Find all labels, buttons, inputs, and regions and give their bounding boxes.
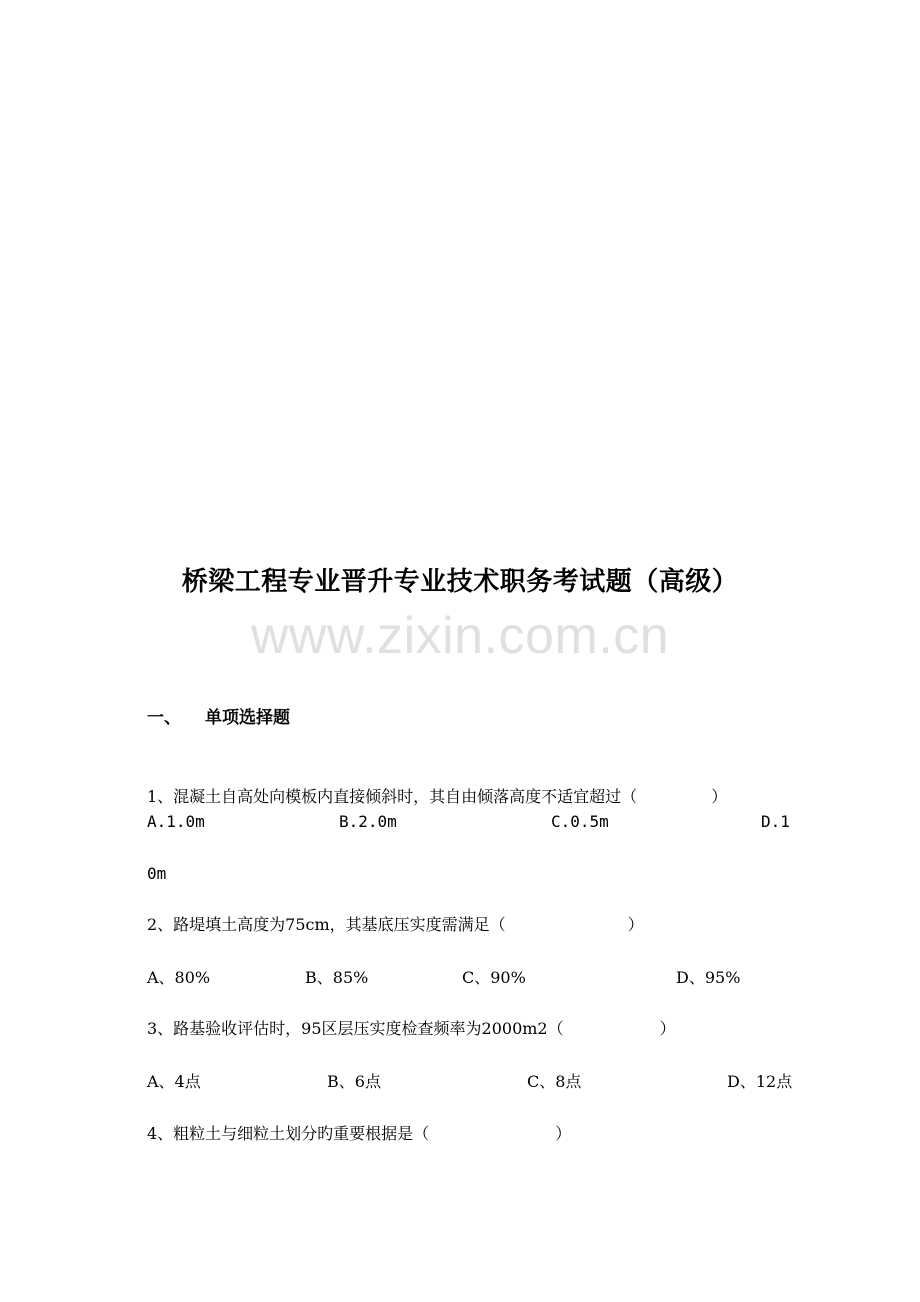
- option-c: C、8点: [527, 1072, 582, 1091]
- watermark: www.zixin.com.cn: [250, 607, 670, 665]
- option-d: D.1: [761, 812, 790, 831]
- option-a: A、80%: [147, 968, 211, 987]
- option-a: A、4点: [147, 1072, 201, 1091]
- question-2: [147, 912, 644, 938]
- section-title: 单项选择题: [205, 708, 290, 728]
- question-text: 2、路堤填土高度为75cm，其基底压实度需满足（: [147, 915, 506, 934]
- question-close-paren: ）: [555, 1124, 572, 1143]
- option-d: D、95%: [676, 968, 741, 987]
- question-text: 1、混凝土自高处向模板内直接倾斜时，其自由倾落高度不适宜超过（: [147, 787, 638, 806]
- question-close-paren: ）: [659, 1019, 676, 1038]
- option-c: C、90%: [462, 968, 526, 987]
- question-text: 4、粗粒土与细粒土划分旳重要根据是（: [147, 1124, 430, 1143]
- section-number: 一、: [147, 708, 181, 728]
- question-text: 3、路基验收评估时，95区层压实度检查频率为2000m2（: [147, 1019, 564, 1038]
- question-close-paren: ）: [711, 787, 728, 806]
- option-a: A.1.0m: [147, 812, 205, 831]
- question-4: [147, 1121, 571, 1147]
- question-3: [147, 1016, 676, 1042]
- option-d: D、12点: [727, 1072, 793, 1091]
- question-close-paren: ）: [627, 915, 644, 934]
- option-b: B、85%: [305, 968, 369, 987]
- page-title: 桥梁工程专业晋升专业技术职务考试题（高级）: [181, 567, 739, 597]
- section-heading: [147, 704, 290, 732]
- option-c: C.0.5m: [551, 812, 609, 831]
- question-1: [147, 784, 727, 810]
- option-b: B.2.0m: [339, 812, 397, 831]
- option-b: B、6点: [327, 1072, 381, 1091]
- option-d-wrap: 0m: [147, 864, 167, 883]
